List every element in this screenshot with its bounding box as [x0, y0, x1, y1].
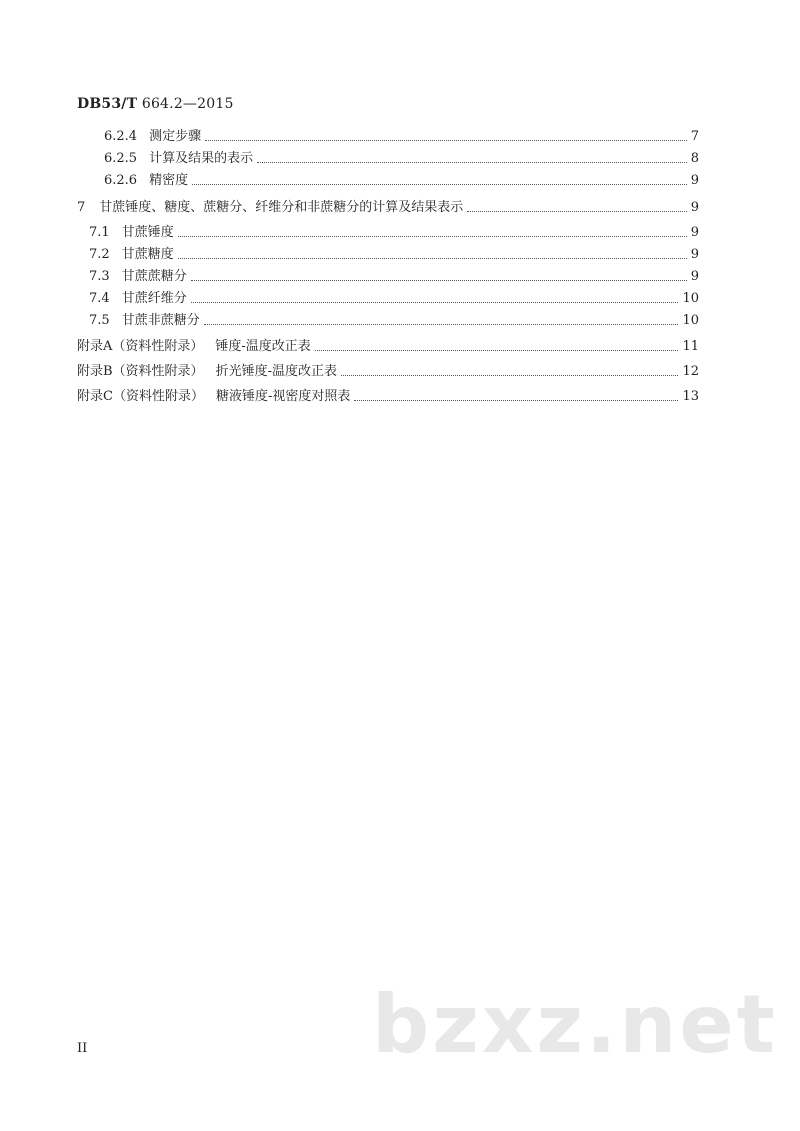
toc-page-number: 9 — [690, 173, 699, 188]
standard-number: 664.2—2015 — [141, 96, 234, 112]
toc-title: 测定步骤 — [149, 129, 202, 144]
toc-number: 6.2.4 — [104, 129, 138, 144]
toc-page-number: 9 — [690, 269, 699, 284]
toc-number: 7.5 — [89, 313, 110, 328]
toc-entry-7-1[interactable] — [89, 222, 699, 242]
toc-number: 6.2.6 — [104, 173, 138, 188]
toc-title: 折光锤度-温度改正表 — [215, 364, 337, 379]
toc-entry-7-5[interactable] — [89, 310, 699, 330]
toc-number: 附录C（资料性附录） — [77, 389, 204, 404]
toc-entry-6-2-5[interactable] — [104, 148, 699, 168]
toc-page-number: 10 — [682, 313, 699, 328]
toc-number: 7 — [77, 200, 86, 215]
toc-page-number: 9 — [690, 225, 699, 240]
toc-page-number: 13 — [682, 389, 699, 404]
toc-title: 锤度-温度改正表 — [215, 339, 311, 354]
standard-prefix: DB53/T — [77, 96, 138, 112]
toc-entry-6-2-4[interactable] — [104, 126, 699, 146]
toc-leader-dots — [191, 302, 679, 303]
toc-entry-7-4[interactable] — [89, 288, 699, 308]
toc-leader-dots — [205, 140, 687, 141]
toc-title: 精密度 — [149, 173, 189, 188]
toc-entry-7-2[interactable] — [89, 244, 699, 264]
toc-leader-dots — [354, 400, 678, 401]
toc-entry-appendix-c[interactable] — [77, 386, 699, 406]
toc-title: 甘蔗非蔗糖分 — [121, 313, 200, 328]
toc-entry-appendix-a[interactable] — [77, 336, 699, 356]
toc-leader-dots — [191, 280, 687, 281]
toc-entry-appendix-b[interactable] — [77, 361, 699, 381]
toc-page-number: 9 — [690, 247, 699, 262]
toc-title: 糖液锤度-视密度对照表 — [215, 389, 351, 404]
toc-title: 甘蔗锤度 — [121, 225, 174, 240]
toc-leader-dots — [204, 324, 679, 325]
toc-number: 7.2 — [89, 247, 110, 262]
toc-number: 6.2.5 — [104, 151, 138, 166]
toc-leader-dots — [257, 162, 687, 163]
toc-page-number: 8 — [690, 151, 699, 166]
document-code — [77, 96, 234, 112]
toc-page-number: 7 — [690, 129, 699, 144]
toc-leader-dots — [178, 258, 687, 259]
toc-entry-7[interactable] — [77, 197, 699, 217]
toc-page-number: 12 — [682, 364, 699, 379]
toc-number: 附录B（资料性附录） — [77, 364, 204, 379]
toc-number: 附录A（资料性附录） — [77, 339, 204, 354]
toc-title: 甘蔗纤维分 — [121, 291, 187, 306]
toc-title: 甘蔗锤度、糖度、蔗糖分、纤维分和非蔗糖分的计算及结果表示 — [99, 200, 464, 215]
toc-title: 甘蔗糖度 — [121, 247, 174, 262]
toc-entry-6-2-6[interactable] — [104, 170, 699, 190]
toc-number: 7.3 — [89, 269, 110, 284]
toc-leader-dots — [467, 211, 686, 212]
toc-title: 甘蔗蔗糖分 — [121, 269, 187, 284]
toc-entry-7-3[interactable] — [89, 266, 699, 286]
toc-number: 7.4 — [89, 291, 110, 306]
toc-leader-dots — [178, 236, 687, 237]
toc-number: 7.1 — [89, 225, 110, 240]
toc-leader-dots — [341, 375, 678, 376]
toc-title: 计算及结果的表示 — [149, 151, 254, 166]
toc-page-number: 10 — [682, 291, 699, 306]
toc-page-number: 9 — [690, 200, 699, 215]
toc-leader-dots — [315, 350, 679, 351]
page-number-footer: II — [77, 1041, 88, 1056]
watermark-text: bzxz.net — [372, 978, 778, 1071]
toc-leader-dots — [192, 184, 687, 185]
toc-page-number: 11 — [682, 339, 699, 354]
